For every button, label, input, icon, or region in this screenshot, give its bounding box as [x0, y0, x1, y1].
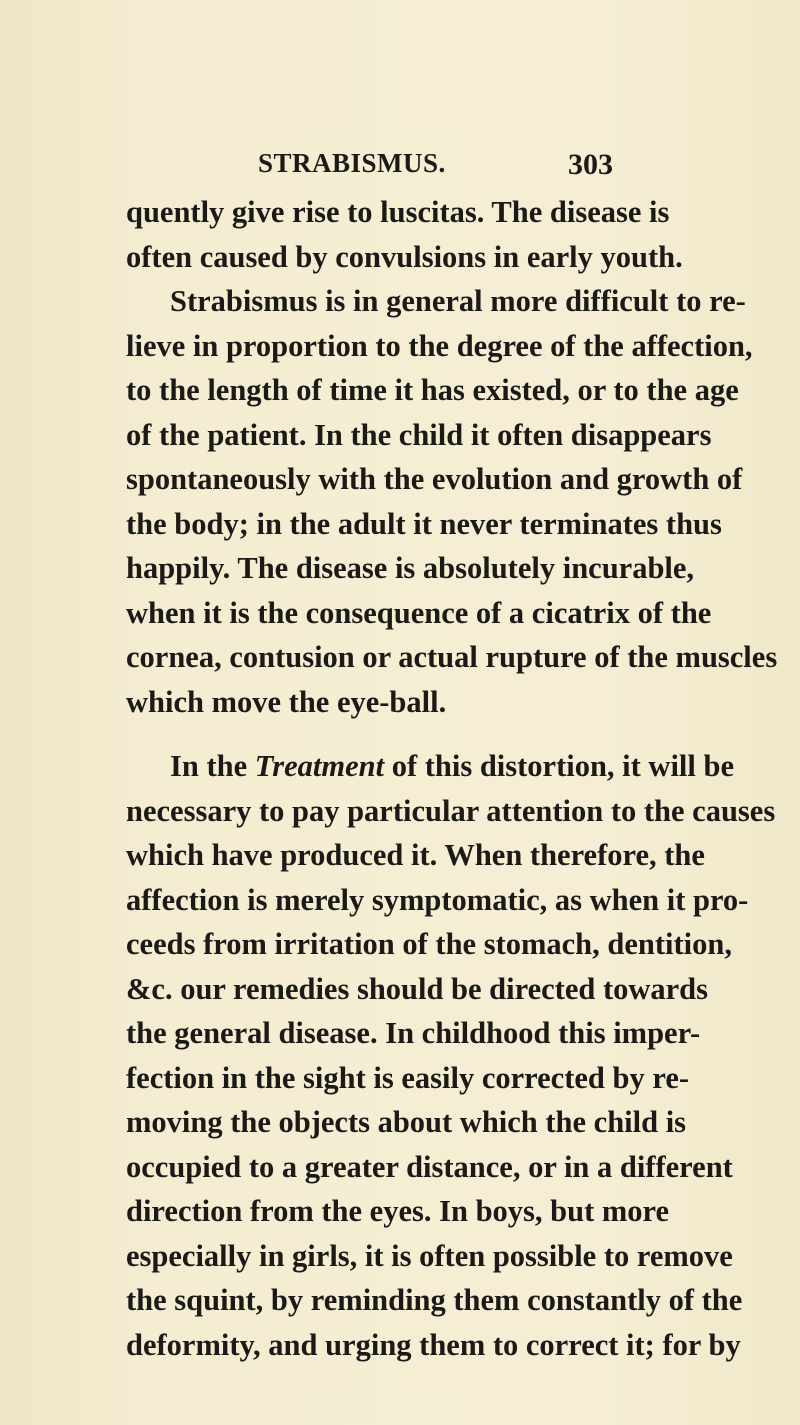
page-header — [258, 148, 658, 188]
text-line: moving the objects about which the child is — [126, 1105, 687, 1139]
text-line: &c. our remedies should be directed towards — [126, 971, 709, 1006]
text-line: happily. The disease is absolutely incurable, — [126, 551, 695, 585]
text-line: necessary to pay particular attention to the causes — [126, 793, 776, 828]
text-run: of this distortion, it will be — [384, 749, 734, 783]
text-line — [126, 744, 734, 789]
text-line: quently give rise to luscitas. The disease is — [126, 195, 670, 229]
text-line: occupied to a greater distance, or in a different — [126, 1149, 733, 1184]
text-line: the squint, by reminding them constantly of the — [126, 1283, 743, 1317]
text-line: which move the eye-ball. — [126, 684, 447, 719]
text-line: lieve in proportion to the degree of the affection, — [126, 328, 753, 363]
text-run: In the — [170, 749, 255, 783]
running-head: STRABISMUS. — [258, 148, 446, 178]
text-line: ceeds from irritation of the stomach, dentition, — [126, 927, 732, 961]
paragraph-gap — [126, 724, 666, 744]
text-line: when it is the consequence of a cicatrix of the — [126, 595, 712, 630]
text-line: to the length of time it has existed, or to the age — [126, 373, 739, 407]
text-line: especially in girls, it is often possible to remove — [126, 1238, 733, 1273]
text-line: which have produced it. When therefore, the — [126, 838, 705, 872]
text-line: affection is merely symptomatic, as when it pro- — [126, 882, 749, 917]
text-line: direction from the eyes. In boys, but more — [126, 1194, 670, 1228]
text-line: fection in the sight is easily corrected by re- — [126, 1060, 690, 1095]
text-line: the body; in the adult it never terminates thus — [126, 506, 722, 541]
text-line: cornea, contusion or actual rupture of the muscles — [126, 640, 778, 674]
text-line: Strabismus is in general more difficult to re- — [170, 284, 746, 318]
text-line: the general disease. In childhood this imper- — [126, 1016, 701, 1050]
text-line: deformity, and urging them to correct it; for by — [126, 1327, 741, 1362]
text-line: of the patient. In the child it often disappears — [126, 417, 712, 452]
text-line: spontaneously with the evolution and growth of — [126, 462, 743, 496]
body-text — [126, 190, 778, 1367]
italic-term: Treatment — [254, 749, 385, 783]
page-number: 303 — [568, 148, 613, 181]
text-line: often caused by convulsions in early youth. — [126, 239, 683, 274]
